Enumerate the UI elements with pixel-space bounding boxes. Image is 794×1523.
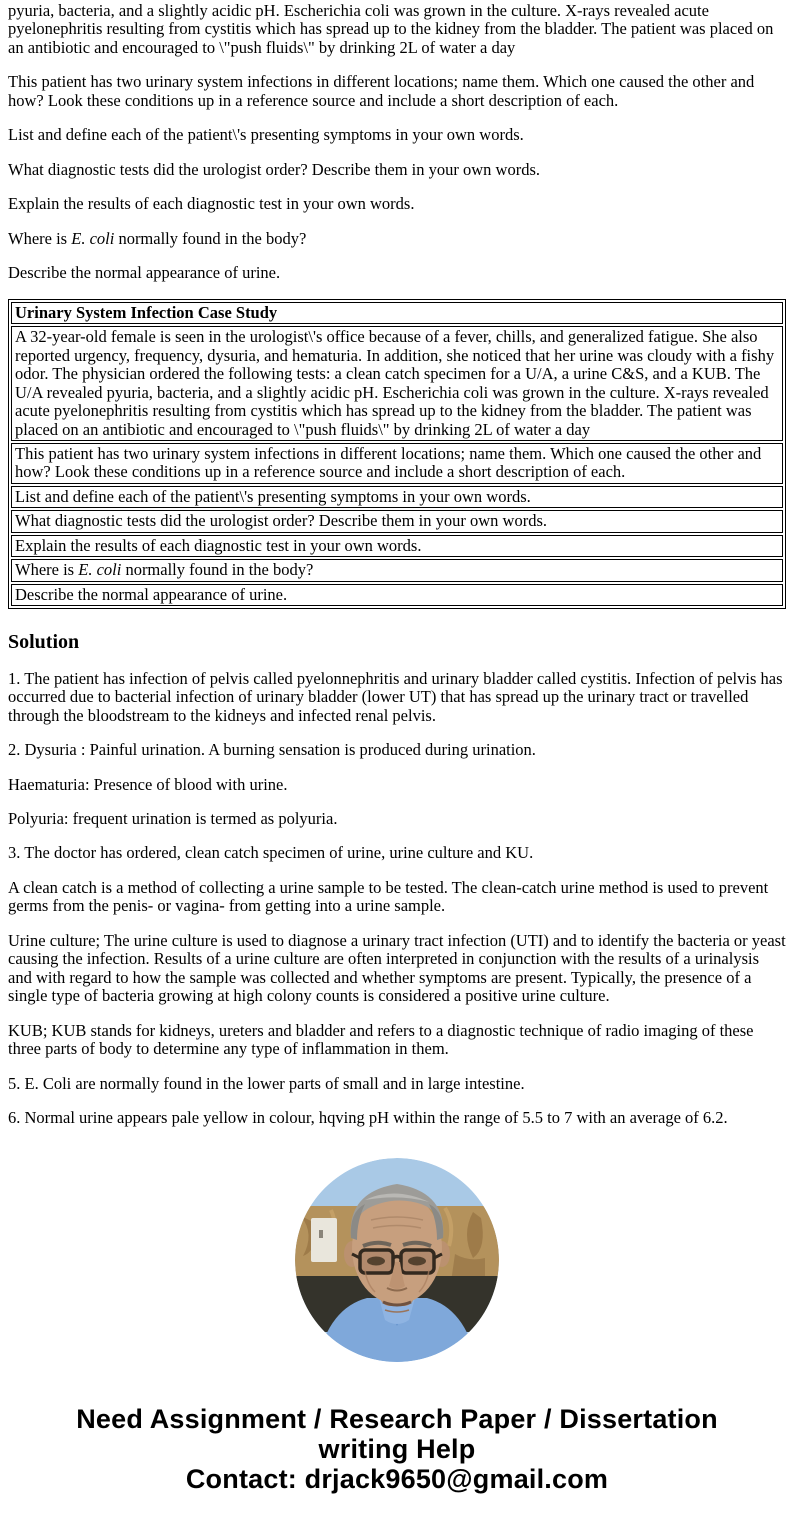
question-urine: Describe the normal appearance of urine. <box>8 263 281 283</box>
intro-paragraph-fragment: pyuria, bacteria, and a slightly acidic pH. Escherichia coli was grown in the culture. X-rays revealed acute pyelonephritis resulting from cystitis which has spread up to the kidney from the bladder. The patient was placed on an antibiotic and encouraged to \"push fluids\" by drinking 2L of water a day <box>8 1 774 57</box>
table-ecoli-post: normally found in the body? <box>121 560 314 580</box>
table-cell-symptoms: List and define each of the patient\'s presenting symptoms in your own words. <box>11 486 783 508</box>
question-ecoli-post: normally found in the body? <box>114 228 307 248</box>
portrait-photo-container <box>8 1158 786 1366</box>
question-ecoli <box>8 230 786 248</box>
solution-paragraph: A clean catch is a method of collecting a urine sample to be tested. The clean-catch urine method is used to prevent germs from the penis- or vagina- from getting into a urine sample. <box>8 877 769 916</box>
table-row <box>11 559 783 581</box>
table-row <box>11 486 783 508</box>
question-symptoms: List and define each of the patient\'s presenting symptoms in your own words. <box>8 125 524 145</box>
question-ecoli-pre: Where is <box>8 228 72 248</box>
portrait-photo <box>295 1158 499 1362</box>
solution-paragraph: 5. E. Coli are normally found in the lower parts of small and in large intestine. <box>8 1073 525 1093</box>
solution-paragraph: Polyuria: frequent urination is termed as polyuria. <box>8 808 338 828</box>
table-row <box>11 535 783 557</box>
table-row <box>11 510 783 532</box>
ecoli-italic: E. coli <box>78 560 122 580</box>
table-ecoli-pre: Where is <box>15 560 79 580</box>
table-row <box>11 584 783 606</box>
solution-paragraph: 6. Normal urine appears pale yellow in colour, hqving pH within the range of 5.5 to 7 with an average of 6.2. <box>8 1108 728 1128</box>
solution-heading: Solution <box>8 631 80 654</box>
question-two-infections: This patient has two urinary system infections in different locations; name them. Which one caused the other and how? Look these conditions up in a reference source and include a short description of each. <box>8 72 755 110</box>
solution-paragraph: Haematuria: Presence of blood with urine. <box>8 774 288 794</box>
footer-heading-line1: Need Assignment / Research Paper / Dissertation <box>76 1404 718 1435</box>
table-row <box>11 443 783 484</box>
ecoli-italic: E. coli <box>71 228 115 248</box>
table-cell-two-infections: This patient has two urinary system infections in different locations; name them. Which one caused the other and how? Look these conditions up in a reference source and include a short description of each. <box>11 443 783 484</box>
table-title-cell: Urinary System Infection Case Study <box>11 302 783 324</box>
solution-paragraph: 3. The doctor has ordered, clean catch specimen of urine, urine culture and KU. <box>8 843 534 863</box>
table-cell-tests: What diagnostic tests did the urologist order? Describe them in your own words. <box>11 510 783 532</box>
footer-banner <box>8 1404 786 1494</box>
table-cell-urine: Describe the normal appearance of urine. <box>11 584 783 606</box>
solution-paragraph: 2. Dysuria : Painful urination. A burning sensation is produced during urination. <box>8 740 536 760</box>
solution-paragraph: Urine culture; The urine culture is used to diagnose a urinary tract infection (UTI) and to identify the bacteria or yeast causing the infection. Results of a urine culture are often interpreted in conjunction with the results of a urinalysis and with regard to how the sample was collected and whether symptoms are present. Typically, the presence of a single type of bacteria growing at high colony counts is considered a positive urine culture. <box>8 930 786 1006</box>
table-row <box>11 326 783 441</box>
solution-paragraph: KUB; KUB stands for kidneys, ureters and bladder and refers to a diagnostic technique of radio imaging of these three parts of body to determine any type of inflammation in them. <box>8 1020 754 1059</box>
table-cell-explain: Explain the results of each diagnostic test in your own words. <box>11 535 783 557</box>
case-study-table <box>8 299 786 610</box>
footer-heading-line2: writing Help <box>318 1434 476 1465</box>
table-row <box>11 302 783 324</box>
question-tests: What diagnostic tests did the urologist order? Describe them in your own words. <box>8 159 541 179</box>
question-explain: Explain the results of each diagnostic test in your own words. <box>8 194 415 214</box>
table-cell-case-description: A 32-year-old female is seen in the urologist\'s office because of a fever, chills, and generalized fatigue. She also reported urgency, frequency, dysuria, and hematuria. In addition, she noticed that her urine was cloudy with a fishy odor. The physician ordered the following tests: a clean catch specimen for a U/A, a urine C&S, and a KUB. The U/A revealed pyuria, bacteria, and a slightly acidic pH. Escherichia coli was grown in the culture. X-rays revealed acute pyelonephritis resulting from cystitis which has spread up to the kidney from the bladder. The patient was placed on an antibiotic and encouraged to \"push fluids\" by drinking 2L of water a day <box>11 326 783 441</box>
table-cell-ecoli <box>11 559 783 581</box>
footer-contact-line: Contact: drjack9650@gmail.com <box>185 1464 609 1495</box>
portrait-photo-image <box>295 1158 499 1362</box>
solution-paragraph: 1. The patient has infection of pelvis called pyelonnephritis and urinary bladder called cystitis. Infection of pelvis has occurred due to bacterial infection of urinary bladder (lower UT) that has spread up the urinary tract or travelled through the bloodstream to the kidneys and infected renal pelvis. <box>8 668 783 725</box>
